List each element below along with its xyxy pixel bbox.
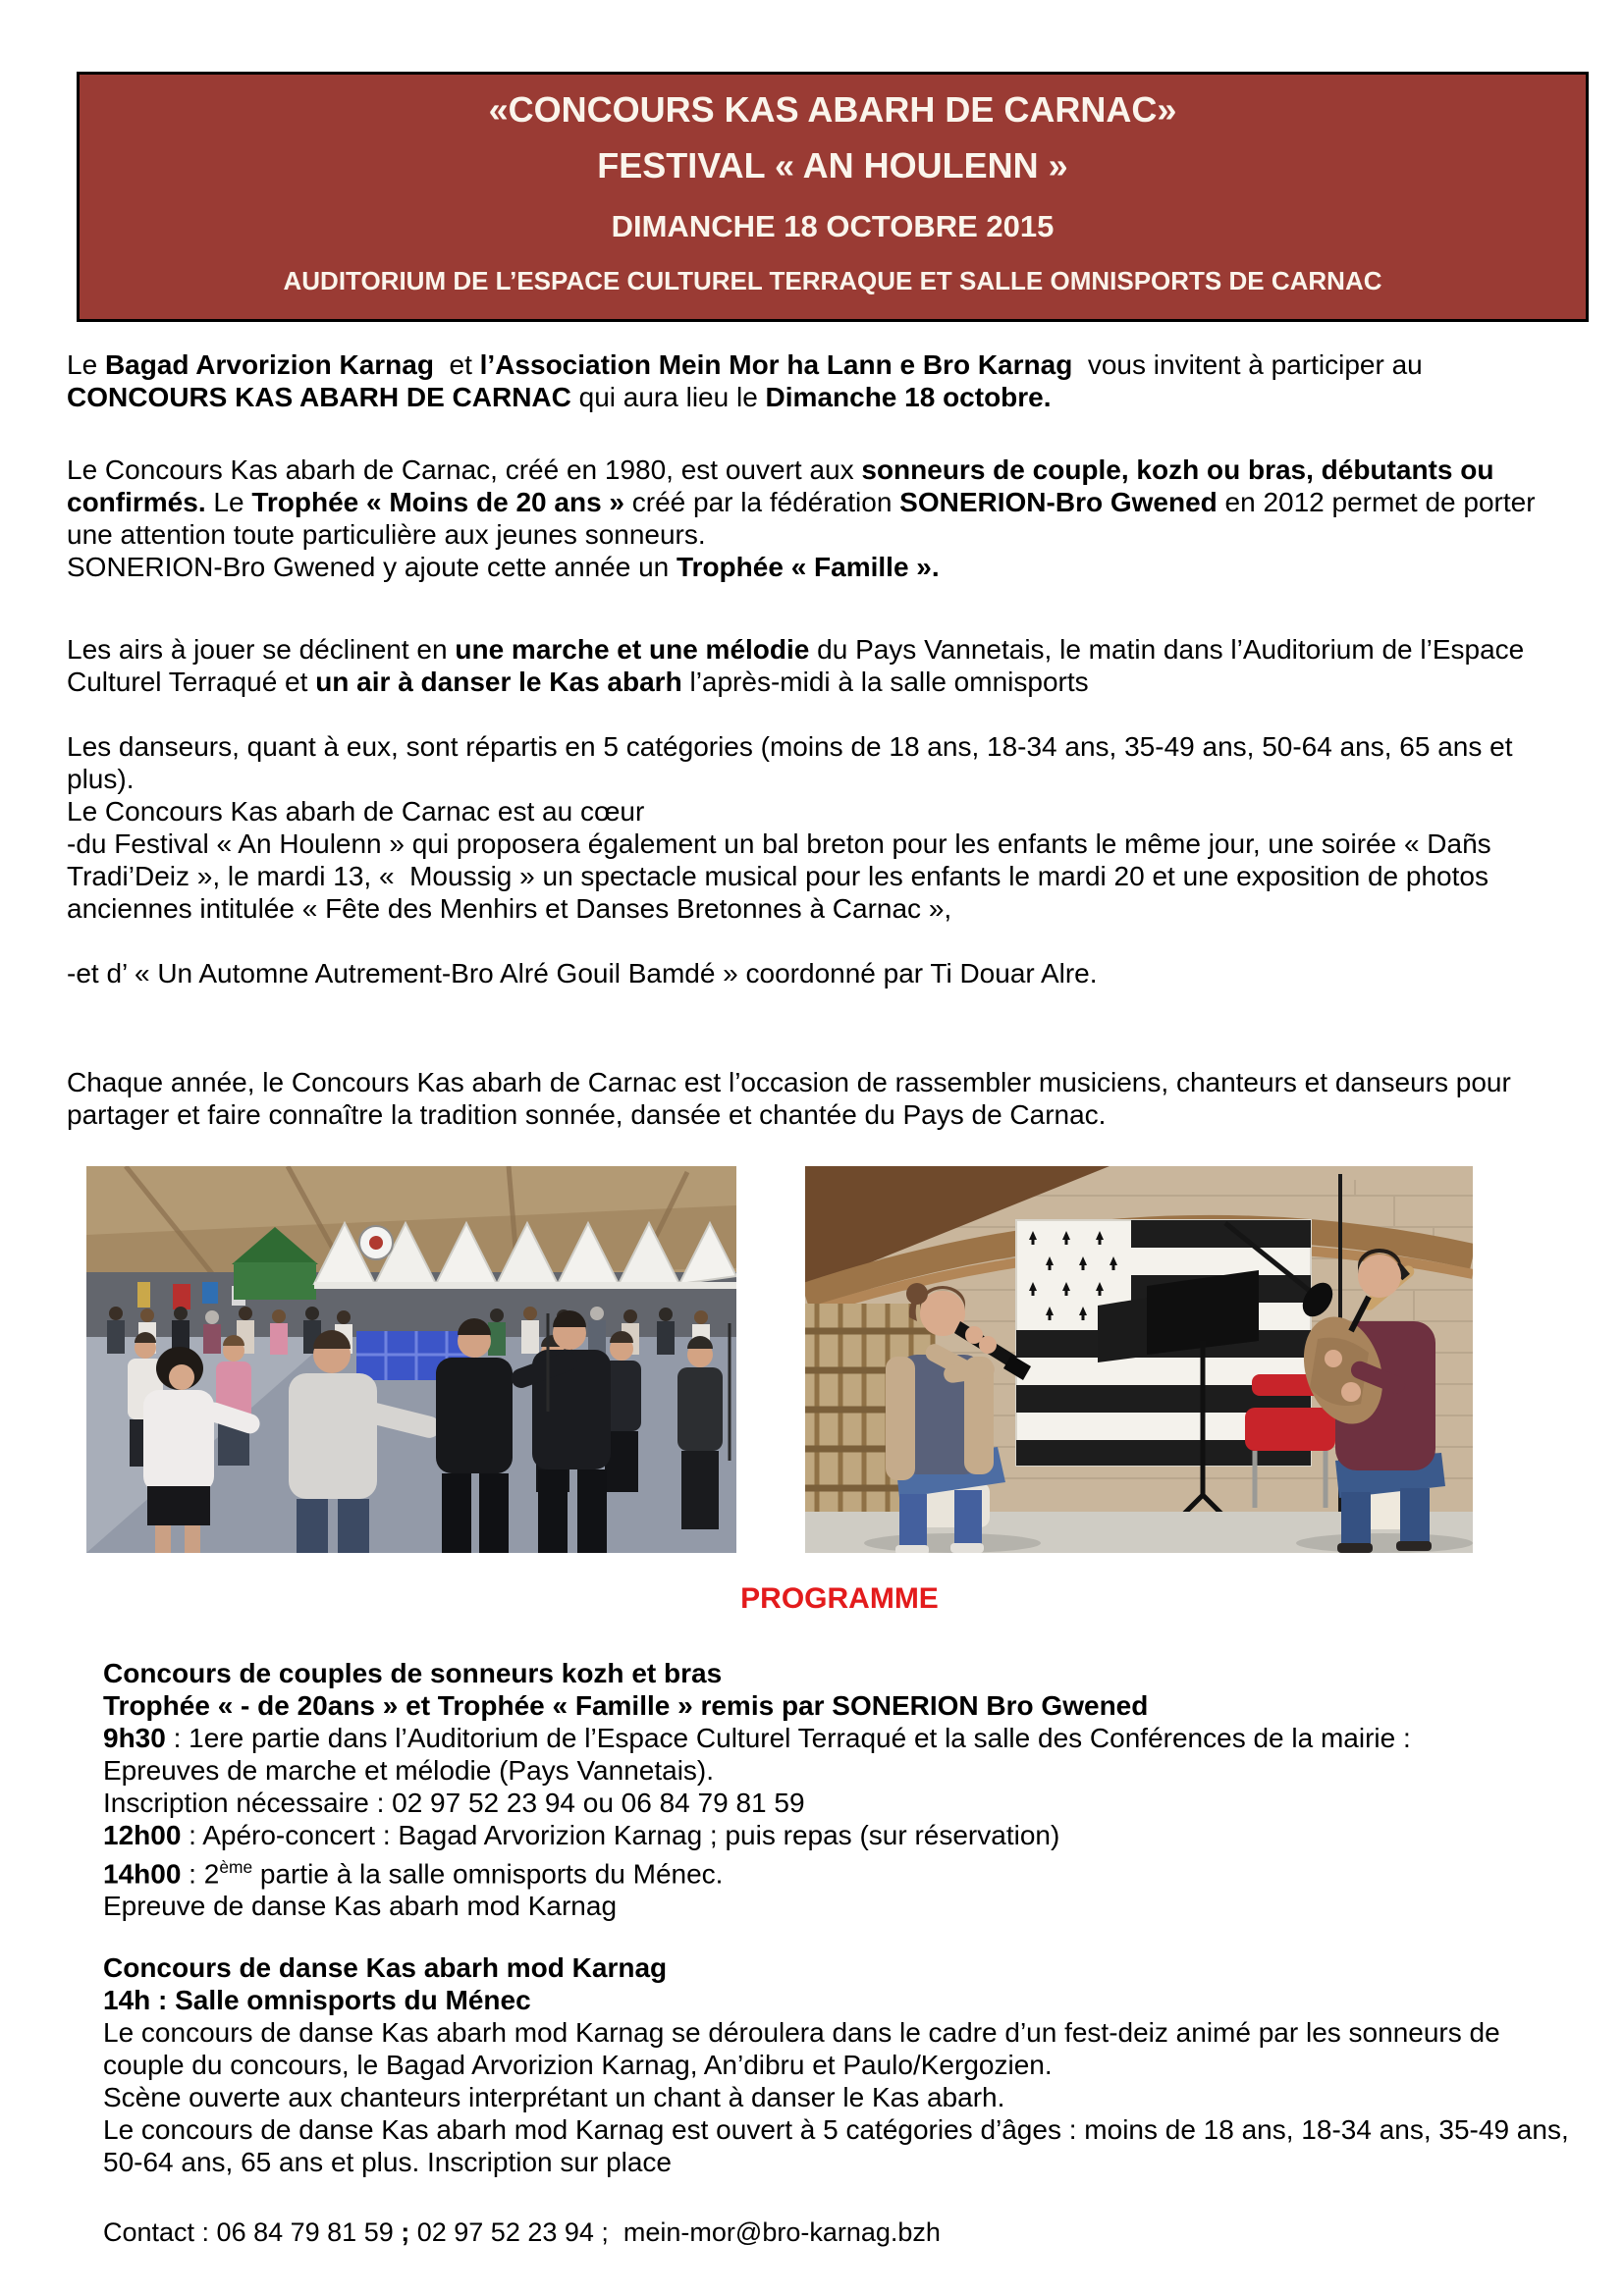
- program-line: Le concours de danse Kas abarh mod Karnag est ouvert à 5 catégories d’âges : moins de 18 ans, 18-34 ans, 35-49 ans, 50-64 ans, 65 ans et plus. Inscription sur place: [103, 2114, 1577, 2177]
- intro-paragraph-airs: Les airs à jouer se déclinent en une marche et une mélodie du Pays Vannetais, le matin dans l’Auditorium de l’Espace Culturel Terraqué et un air à danser le Kas abarh l’après-midi à la salle omnisports: [67, 634, 1533, 697]
- intro-paragraph-festival: -du Festival « An Houlenn » qui proposera également un bal breton pour les enfants le même jour, une soirée « Dañs Tradi’Deiz », le mardi 13, « Moussig » un spectacle musical pour les enfants le mardi 20 et une exposition de photos anciennes intitulée « Fête des Menhirs et Danses Bretonnes à Carnac »,: [67, 828, 1498, 924]
- intro-paragraph-danseurs: Les danseurs, quant à eux, sont répartis en 5 catégories (moins de 18 ans, 18-34 ans, 35-49 ans, 50-64 ans, 65 ans et plus).: [67, 731, 1521, 794]
- program-line: Concours de danse Kas abarh mod Karnag: [103, 1952, 668, 1983]
- intro-paragraph-automne: -et d’ « Un Automne Autrement-Bro Alré Gouil Bamdé » coordonné par Ti Douar Alre.: [67, 958, 1098, 988]
- program-line: 14h : Salle omnisports du Ménec: [103, 1985, 531, 2015]
- event-title-line1: «CONCOURS KAS ABARH DE CARNAC»: [488, 89, 1177, 130]
- event-date: DIMANCHE 18 OCTOBRE 2015: [611, 209, 1055, 243]
- photo-dancers: [86, 1166, 736, 1553]
- header-banner: [77, 72, 1589, 322]
- programme-section-sonneurs: [103, 1657, 1586, 1922]
- intro-paragraph-tradition: Chaque année, le Concours Kas abarh de Carnac est l’occasion de rassembler musiciens, chanteurs et danseurs pour partager et faire connaître la tradition sonnée, dansée et chantée du Pays de Carnac.: [67, 1067, 1519, 1130]
- event-venue: AUDITORIUM DE L’ESPACE CULTUREL TERRAQUE ET SALLE OMNISPORTS DE CARNAC: [283, 266, 1382, 295]
- photo-musicians-illustration: [805, 1166, 1473, 1553]
- program-line: Inscription nécessaire : 02 97 52 23 94 ou 06 84 79 81 59: [103, 1788, 805, 1818]
- programme-heading: PROGRAMME: [740, 1582, 939, 1615]
- program-line: 9h30 : 1ere partie dans l’Auditorium de l’Espace Culturel Terraqué et la salle des Conférences de la mairie :: [103, 1723, 1411, 1753]
- programme-section-danse: [103, 1951, 1586, 2178]
- photo-dancers-illustration: [86, 1166, 736, 1553]
- photo-musicians: [805, 1166, 1473, 1553]
- intro-paragraph-coeur: Le Concours Kas abarh de Carnac est au cœur: [67, 796, 645, 827]
- program-line: Scène ouverte aux chanteurs interprétant un chant à danser le Kas abarh.: [103, 2082, 1005, 2112]
- intro-paragraph-concours: Le Concours Kas abarh de Carnac, créé en 1980, est ouvert aux sonneurs de couple, kozh ou bras, débutants ou confirmés. Le Trophée « Moins de 20 ans » créé par la fédération SONERION-Bro Gwened en 2012 permet de porter une attention toute particulière aux jeunes sonneurs. SONERION-Bro Gwened y ajoute cette année un Trophée « Famille ».: [67, 454, 1543, 582]
- program-line: Trophée « - de 20ans » et Trophée « Famille » remis par SONERION Bro Gwened: [103, 1690, 1149, 1721]
- intro-paragraph-invitation: Le Bagad Arvorizion Karnag et l’Association Mein Mor ha Lann e Bro Karnag vous invitent à participer au CONCOURS KAS ABARH DE CARNAC qui aura lieu le Dimanche 18 octobre.: [67, 349, 1431, 412]
- program-line: Le concours de danse Kas abarh mod Karnag se déroulera dans le cadre d’un fest-deiz animé par les sonneurs de couple du concours, le Bagad Arvorizion Karnag, An’dibru et Paulo/Kergozien.: [103, 2017, 1508, 2080]
- event-title-line2: FESTIVAL « AN HOULENN »: [597, 145, 1068, 186]
- program-line: Epreuve de danse Kas abarh mod Karnag: [103, 1891, 618, 1922]
- contact-info: Contact : 06 84 79 81 59 ; 02 97 52 23 94 ; mein-mor@bro-karnag.bzh: [103, 2217, 941, 2247]
- program-line: Concours de couples de sonneurs kozh et bras: [103, 1658, 723, 1688]
- program-line: 12h00 : Apéro-concert : Bagad Arvorizion Karnag ; puis repas (sur réservation): [103, 1820, 1060, 1850]
- program-line: 14h00 : 2ème partie à la salle omnisports du Ménec.: [103, 1857, 724, 1890]
- program-line: Epreuves de marche et mélodie (Pays Vannetais).: [103, 1755, 715, 1786]
